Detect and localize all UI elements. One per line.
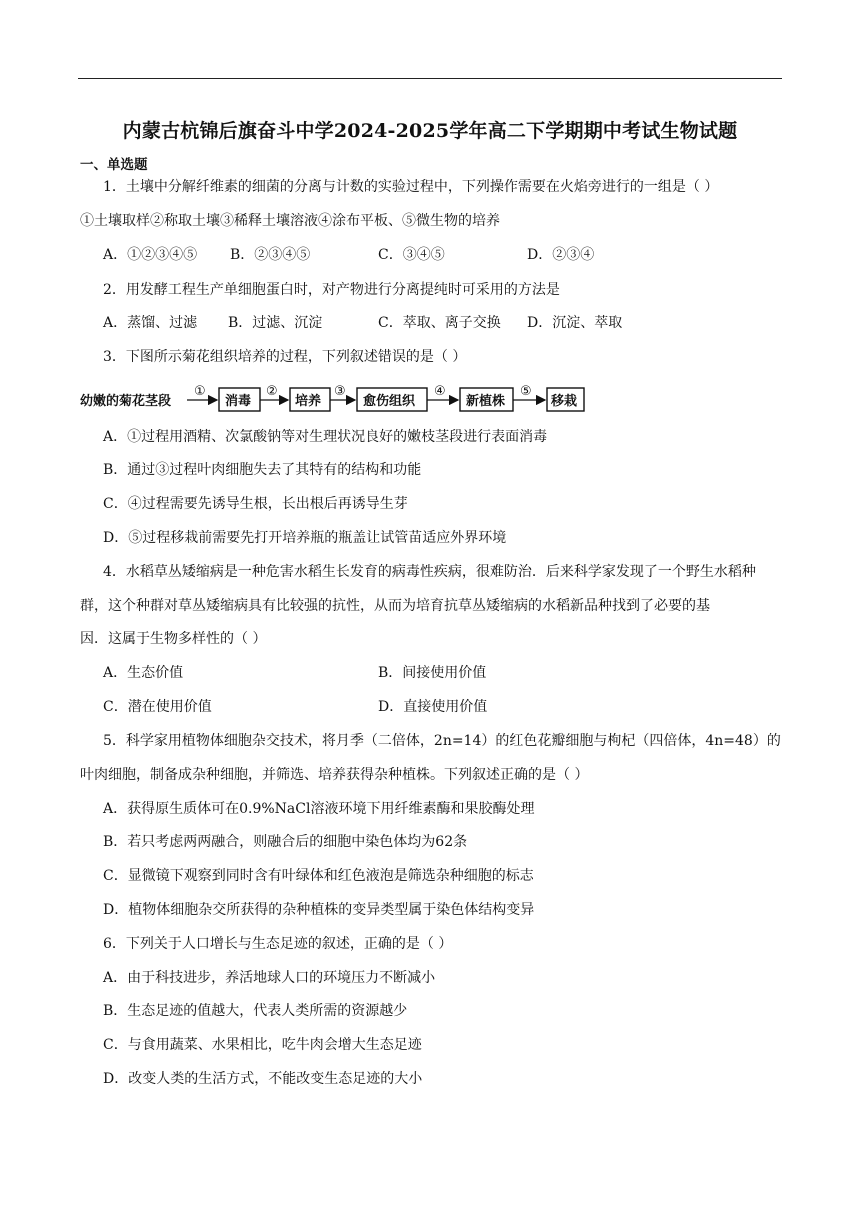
flow-box-1-label: 消毒 — [225, 394, 252, 409]
option-a[interactable]: A．获得原生质体可在0.9%NaCl溶液环境下用纤维素酶和果胶酶处理 — [103, 801, 535, 817]
option-c[interactable]: C．与食用蔬菜、水果相比，吃牛肉会增大生态足迹 — [103, 1037, 422, 1053]
option-b[interactable]: B．生态足迹的值越大，代表人类所需的资源越少 — [103, 1003, 408, 1019]
question-4-stem-line-2: 群，这个种群对草丛矮缩病具有比较强的抗性，从而为培育抗草丛矮缩病的水稻新品种找到了必要的基 — [80, 598, 710, 614]
option-b[interactable]: B．通过③过程叶肉细胞失去了其特有的结构和功能 — [103, 462, 422, 478]
tissue-culture-flowchart — [80, 385, 680, 415]
flow-box-2-label: 培养 — [295, 394, 322, 409]
question-1-options — [103, 246, 763, 264]
flow-box-3-label: 愈伤组织 — [363, 394, 416, 409]
question-3-stem: 3．下图所示菊花组织培养的过程，下列叙述错误的是（ ） — [103, 349, 467, 365]
question-4-stem-line-1: 4．水稻草丛矮缩病是一种危害水稻生长发育的病毒性疾病，很难防治．后来科学家发现了一个野生水稻种 — [103, 564, 756, 580]
option-d[interactable]: D．植物体细胞杂交所获得的杂种植株的变异类型属于染色体结构变异 — [103, 902, 535, 918]
option-d[interactable]: D．改变人类的生活方式，不能改变生态足迹的大小 — [103, 1071, 423, 1087]
flow-box-5-label: 移栽 — [551, 394, 578, 409]
flow-step-1: ① — [194, 384, 206, 399]
option-a[interactable]: A．生态价值 — [103, 665, 184, 681]
option-d[interactable]: D．直接使用价值 — [378, 699, 488, 715]
option-b[interactable]: B．过滤、沉淀 — [228, 315, 323, 331]
question-4-stem-line-3: 因．这属于生物多样性的（ ） — [80, 631, 267, 647]
flow-step-4: ④ — [434, 384, 446, 399]
flow-step-2: ② — [266, 384, 278, 399]
question-4-options-row-1 — [103, 664, 763, 682]
question-1-stem: 1．土壤中分解纤维素的细菌的分离与计数的实验过程中，下列操作需要在火焰旁进行的一组是（ ） — [103, 179, 719, 195]
option-a[interactable]: A．蒸馏、过滤 — [103, 315, 198, 331]
option-c[interactable]: C．④过程需要先诱导生根，长出根后再诱导生芽 — [103, 496, 408, 512]
option-c[interactable]: C．显微镜下观察到同时含有叶绿体和红色液泡是筛选杂种细胞的标志 — [103, 868, 534, 884]
question-6-stem: 6．下列关于人口增长与生态足迹的叙述，正确的是（ ） — [103, 936, 453, 952]
option-c[interactable]: C．潜在使用价值 — [103, 699, 212, 715]
question-4-options-row-2 — [103, 698, 763, 716]
question-1-substem: ①土壤取样②称取土壤③稀释土壤溶液④涂布平板、⑤微生物的培养 — [80, 213, 500, 229]
option-c[interactable]: C．③④⑤ — [378, 247, 445, 263]
option-d[interactable]: D．⑤过程移栽前需要先打开培养瓶的瓶盖让试管苗适应外界环境 — [103, 530, 507, 546]
option-a[interactable]: A．①②③④⑤ — [103, 247, 198, 263]
option-b[interactable]: B．若只考虑两两融合，则融合后的细胞中染色体均为62条 — [103, 834, 468, 850]
option-a[interactable]: A．①过程用酒精、次氯酸钠等对生理状况良好的嫩枝茎段进行表面消毒 — [103, 429, 548, 445]
option-d[interactable]: D．②③④ — [527, 247, 595, 263]
flow-step-5: ⑤ — [520, 384, 532, 399]
question-5-stem-line-2: 叶肉细胞，制备成杂种细胞，并筛选、培养获得杂种植株。下列叙述正确的是（ ） — [80, 767, 589, 783]
option-d[interactable]: D．沉淀、萃取 — [527, 315, 623, 331]
option-a[interactable]: A．由于科技进步，养活地球人口的环境压力不断减小 — [103, 970, 436, 986]
page-title: 内蒙古杭锦后旗奋斗中学2024-2025学年高二下学期期中考试生物试题 — [122, 120, 738, 142]
header-rule — [78, 78, 782, 79]
section-heading: 一、单选题 — [80, 157, 148, 173]
question-2-options — [103, 314, 763, 332]
question-5-stem-line-1: 5．科学家用植物体细胞杂交技术，将月季（二倍体，2n=14）的红色花瓣细胞与枸杞（四倍体，4n=48）的 — [103, 733, 781, 749]
question-2-stem: 2．用发酵工程生产单细胞蛋白时，对产物进行分离提纯时可采用的方法是 — [103, 282, 560, 298]
flow-step-3: ③ — [334, 384, 346, 399]
option-c[interactable]: C．萃取、离子交换 — [378, 315, 501, 331]
option-b[interactable]: B．②③④⑤ — [230, 247, 311, 263]
flow-start-label: 幼嫩的菊花茎段 — [80, 394, 172, 409]
option-b[interactable]: B．间接使用价值 — [378, 665, 487, 681]
flow-box-4-label: 新植株 — [466, 394, 506, 409]
